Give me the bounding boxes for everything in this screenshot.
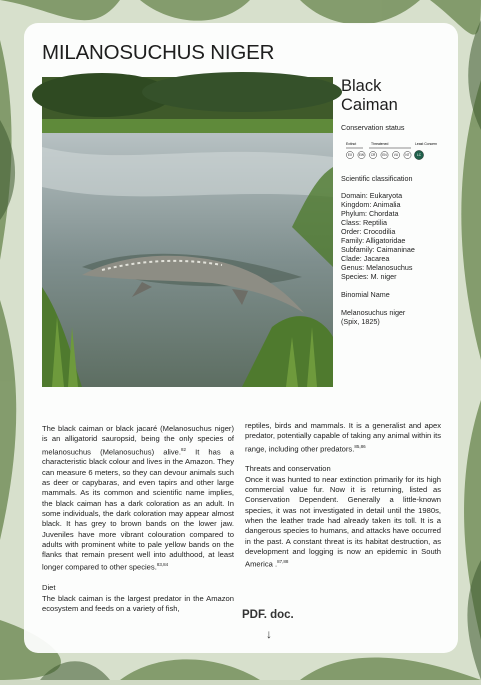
classification-phylum: Phylum: Chordata bbox=[341, 209, 399, 218]
status-code-ex: EX bbox=[347, 153, 353, 158]
intro-paragraph bbox=[42, 424, 234, 573]
info-sidebar bbox=[341, 77, 461, 326]
status-code-en: EN bbox=[382, 153, 387, 158]
classification-genus: Genus: Melanosuchus bbox=[341, 263, 413, 272]
diet-text-continued: reptiles, birds and mammals. It is a generalist and apex predator, potentially capable of taking any animal within its range, including other predators. bbox=[245, 421, 441, 454]
threats-paragraph bbox=[245, 475, 441, 570]
citation-ref: 85,86 bbox=[354, 443, 366, 449]
least-concern-scale-label: Least Concern bbox=[415, 142, 438, 146]
conservation-status-label: Conservation status bbox=[341, 123, 405, 132]
common-name-line1: Black bbox=[341, 77, 382, 95]
threats-heading: Threats and conservation bbox=[245, 464, 331, 474]
page-title: MILANOSUCHUS NIGER bbox=[42, 41, 275, 64]
status-code-cr: CR bbox=[370, 153, 376, 158]
status-code-lc: LC bbox=[416, 153, 422, 158]
classification-clade: Clade: Jacarea bbox=[341, 254, 390, 263]
article-column-1 bbox=[42, 424, 234, 614]
citation-ref: 83,84 bbox=[156, 562, 169, 568]
diet-paragraph: The black caiman is the largest predator in the Amazon ecosystem and feeds on a variety of fish, bbox=[42, 593, 234, 613]
article-column-2 bbox=[245, 421, 441, 570]
diet-paragraph-continued bbox=[245, 421, 441, 454]
binomial-name-line1: Melanosuchus niger bbox=[341, 308, 406, 317]
binomial-name-label: Binomial Name bbox=[341, 290, 390, 299]
classification-family: Family: Alligatoridae bbox=[341, 236, 406, 245]
classification-list bbox=[341, 191, 461, 281]
classification-subfamily: Subfamily: Caimaninae bbox=[341, 245, 415, 254]
download-arrow-icon[interactable]: ↓ bbox=[266, 627, 272, 641]
classification-domain: Domain: Eukaryota bbox=[341, 191, 403, 200]
classification-class: Class: Reptilia bbox=[341, 218, 387, 227]
citation-ref: 82 bbox=[180, 446, 186, 452]
binomial-name-line2: (Spix, 1825) bbox=[341, 317, 380, 326]
common-name bbox=[341, 77, 461, 115]
classification-species: Species: M. niger bbox=[341, 272, 397, 281]
status-code-nt: NT bbox=[405, 153, 410, 158]
diet-heading: Diet bbox=[42, 583, 56, 593]
binomial-name-value bbox=[341, 308, 461, 326]
pdf-download-link[interactable]: PDF. doc. bbox=[242, 609, 294, 621]
classification-kingdom: Kingdom: Animalia bbox=[341, 200, 401, 209]
classification-order: Order: Crocodilia bbox=[341, 227, 396, 236]
threatened-scale-label: Threatened bbox=[371, 142, 389, 146]
intro-text-b: It has a characteristic black colour and lives in the Amazon. They can measure 6 meters, so they can devour animals such as deer or capybaras, and even tapirs and other large mammals. As its common and scientific name implies, the black caiman has a dark coloration as an adult. In some individuals, the dark coloration may appear almost black. It has grey to brown bands on the lower jaw. Juveniles have more vibrant colouration compared to adults with prominent white to pale yellow bands on the flanks that remain present well into adulthood, at least longer compared to other species. bbox=[42, 447, 234, 572]
extinct-scale-label: Extinct bbox=[346, 142, 357, 146]
threats-text: Once it was hunted to near extinction primarily for its high commercial value fur. Now it is returning, listed as Conservation Dependent. Generally a little-known species, it was not investigated in detail until the 1980s, when the leather trade had already taken its toll. It is a dangerous species to humans, and attacks have occurred in the past. A constant threat is its habitat destruction, as development and logging is now an epidemic in South America . bbox=[245, 474, 441, 569]
common-name-line2: Caiman bbox=[341, 96, 398, 114]
caiman-in-water-illustration bbox=[42, 77, 333, 387]
conservation-status-scale bbox=[343, 140, 438, 166]
black-caiman-photo bbox=[42, 77, 333, 387]
citation-ref: 87,88 bbox=[277, 559, 289, 565]
status-code-vu: VU bbox=[393, 153, 399, 158]
scientific-classification-label: Scientific classification bbox=[341, 174, 413, 183]
status-scale-graphic bbox=[343, 140, 438, 168]
status-code-ew: EW bbox=[358, 153, 365, 158]
intro-text-a: The black caiman or black jacaré (Melanosuchus niger) is an alligatorid sauropsid, being the only species of melanosuchus (Melanosuchus) alive. bbox=[42, 424, 234, 457]
